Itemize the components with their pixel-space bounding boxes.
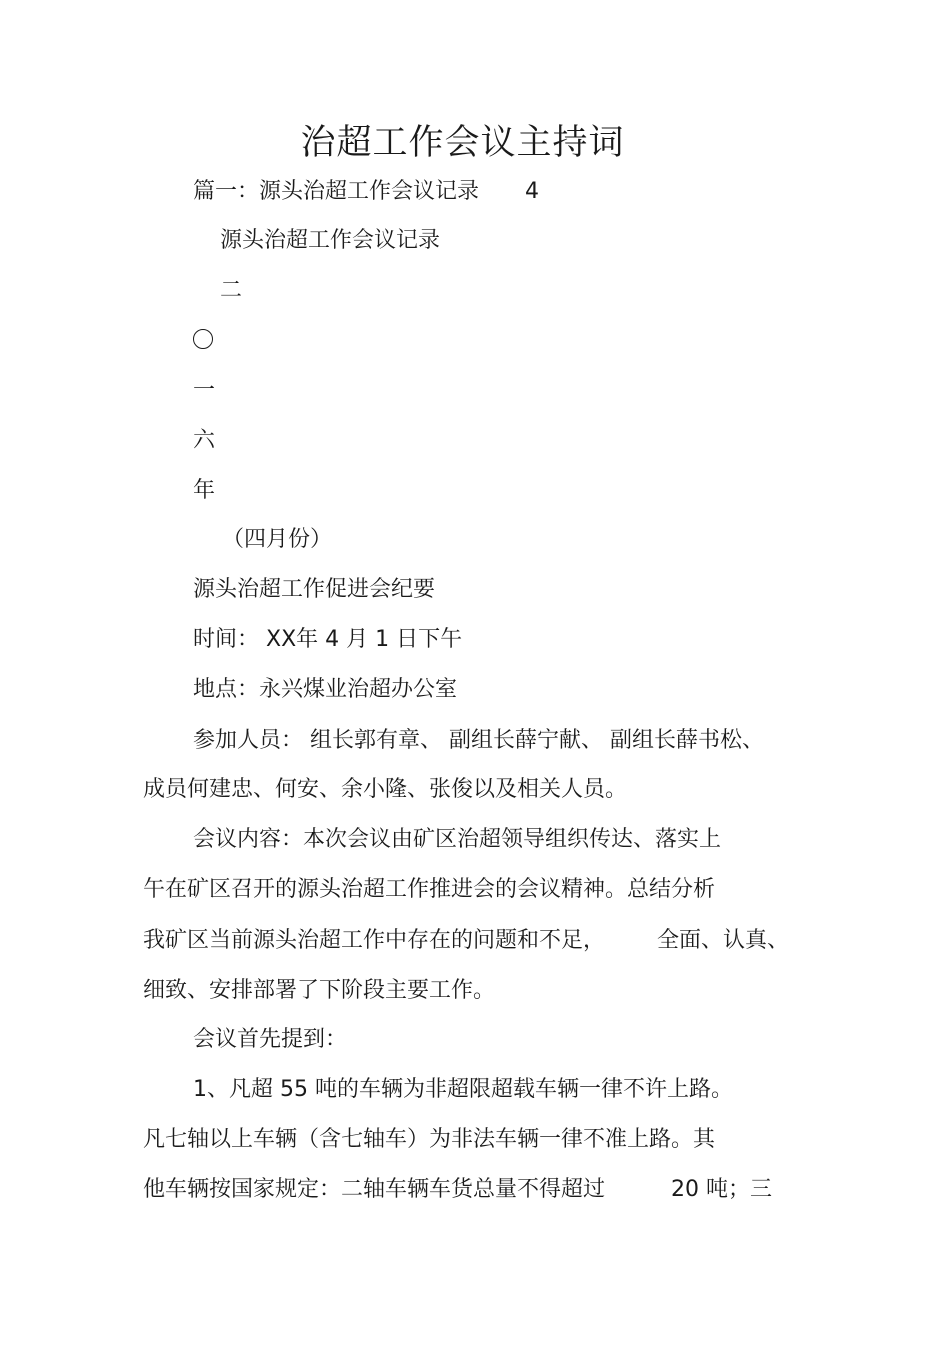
record-title: 源头治超工作会议记录 — [220, 228, 441, 253]
section-heading-text: 篇一：源头治超工作会议记录 — [193, 179, 480, 204]
meeting-time: 时间： XX年 4 月 1 日下午 — [193, 627, 463, 652]
meeting-location: 地点：永兴煤业治超办公室 — [193, 677, 458, 702]
attendees-line-2: 成员何建忠、何安、余小隆、张俊以及相关人员。 — [143, 777, 628, 802]
content-line-3 — [143, 925, 789, 957]
item-1-line-1: 1、凡超 55 吨的车辆为非超限超载车辆一律不许上路。 — [193, 1077, 733, 1102]
first-point-intro: 会议首先提到： — [193, 1027, 348, 1052]
content-line-3-text: 我矿区当前源头治超工作中存在的问题和不足， — [143, 928, 606, 953]
date-char-er: 二 — [220, 278, 243, 303]
attendees-line-1: 参加人员： 组长郭有章、 副组长薛宁献、 副组长薛书松、 — [193, 728, 764, 753]
section-heading-number: 4 — [525, 179, 540, 204]
date-char-liu: 六 — [193, 428, 216, 453]
date-char-yi: 一 — [193, 378, 216, 403]
section-heading — [193, 176, 539, 208]
date-char-nian: 年 — [193, 478, 216, 503]
circle-zero-glyph — [193, 329, 213, 349]
date-char-zero — [193, 325, 213, 357]
content-line-1: 会议内容：本次会议由矿区治超领导组织传达、落实上 — [193, 827, 722, 852]
item-1-line-3-tail: 20 吨；三 — [671, 1177, 773, 1202]
content-line-2: 午在矿区召开的源头治超工作推进会的会议精神。总结分析 — [143, 877, 716, 902]
document-title: 治超工作会议主持词 — [300, 123, 625, 163]
item-1-line-2: 凡七轴以上车辆（含七轴车）为非法车辆一律不准上路。其 — [143, 1127, 716, 1152]
content-line-3-tail: 全面、认真、 — [657, 928, 790, 953]
item-1-line-3-text: 他车辆按国家规定：二轴车辆车货总量不得超过 — [143, 1177, 606, 1202]
item-1-line-3 — [143, 1174, 772, 1206]
content-line-4: 细致、安排部署了下阶段主要工作。 — [143, 978, 496, 1003]
minutes-title: 源头治超工作促进会纪要 — [193, 577, 436, 602]
month-note: （四月份） — [222, 527, 333, 552]
